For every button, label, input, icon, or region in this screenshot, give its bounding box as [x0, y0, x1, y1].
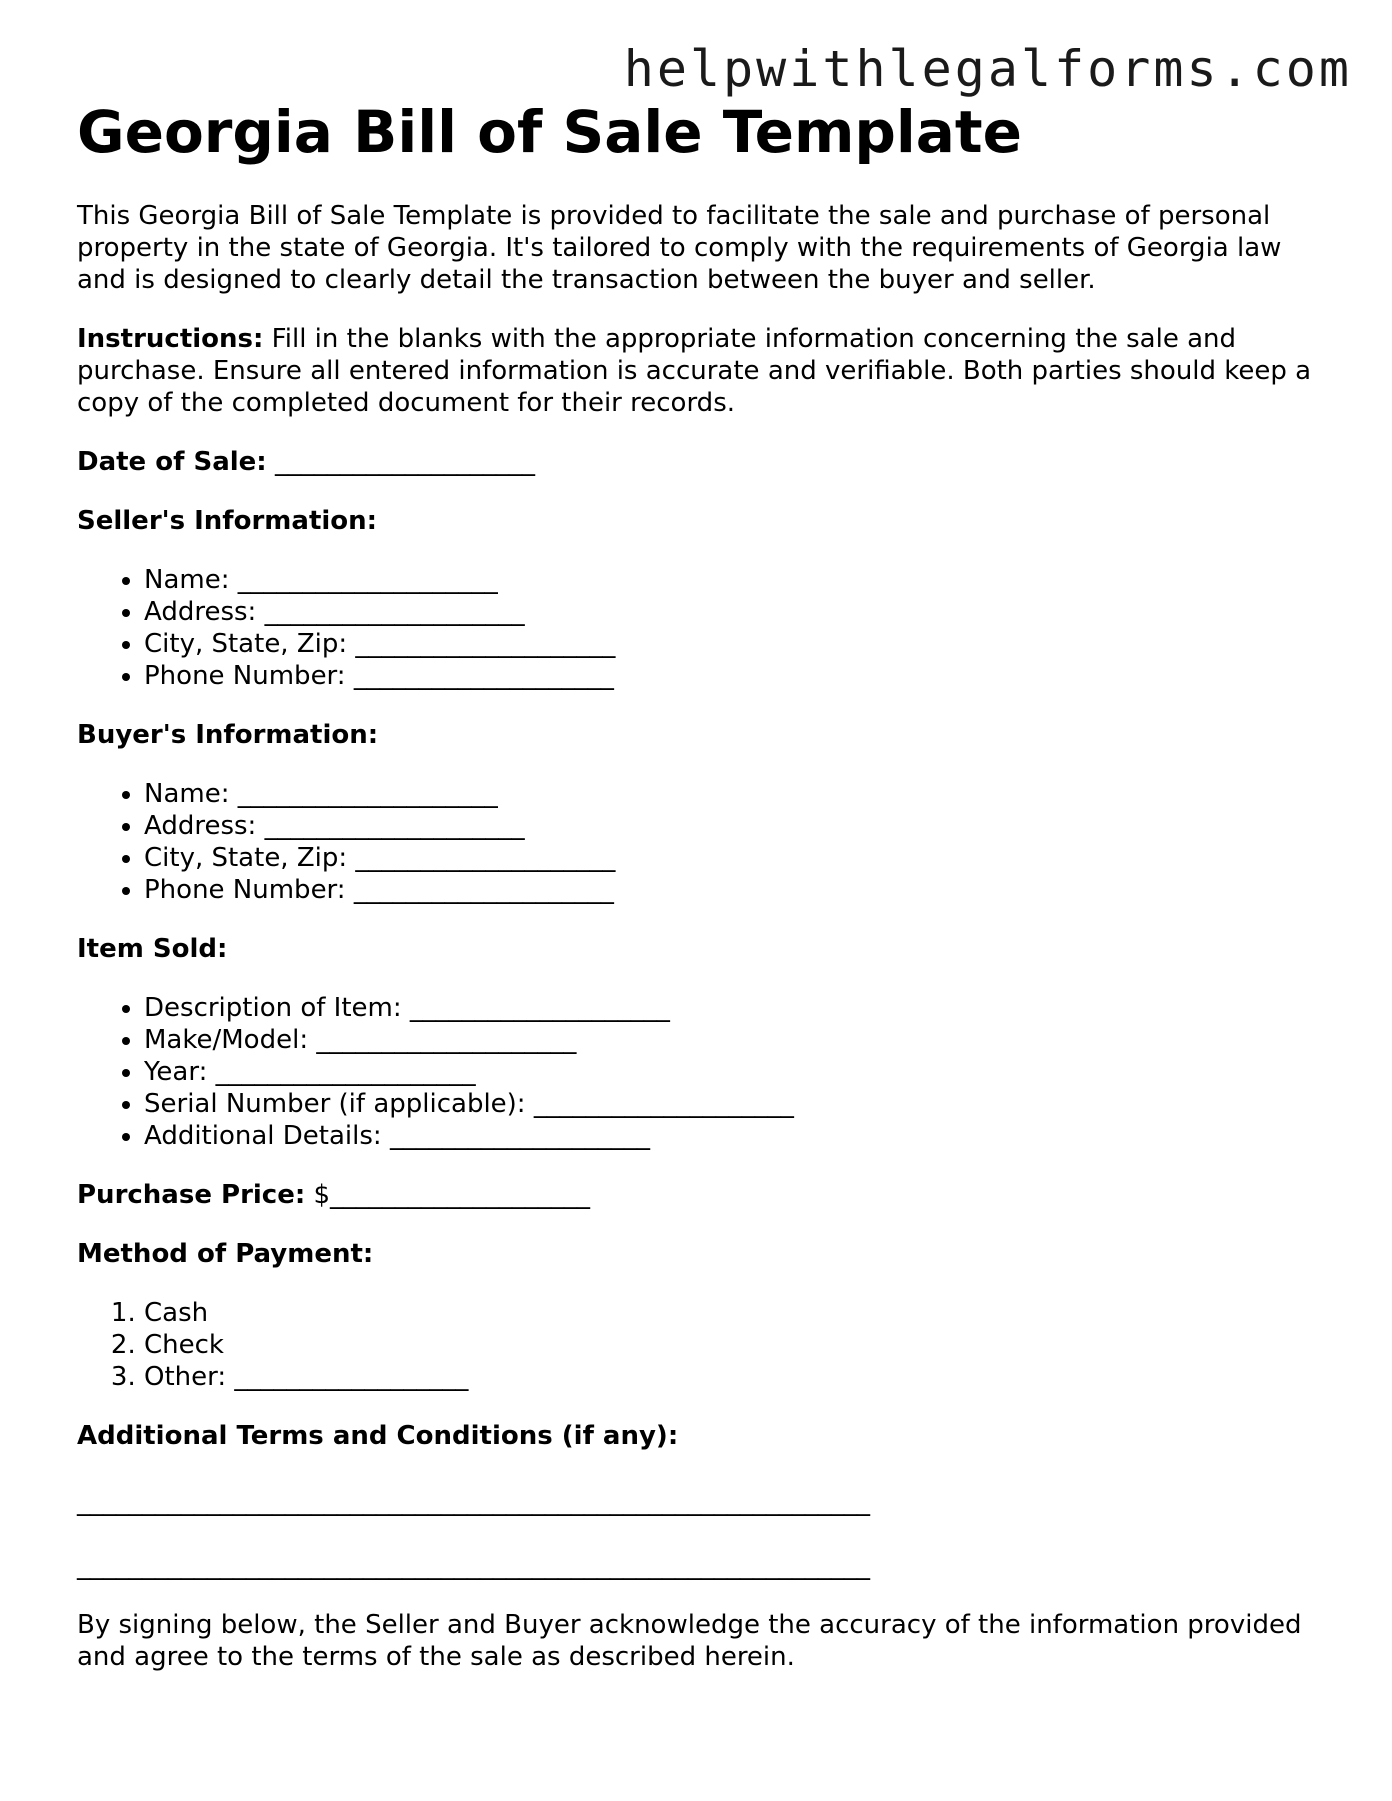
instructions-paragraph	[77, 323, 1337, 419]
payment-option-other[interactable]	[144, 1361, 1337, 1393]
seller-phone-field	[144, 660, 1337, 692]
item-serial-number-field	[144, 1088, 1337, 1120]
payment-other-blank[interactable]: __________________	[226, 1362, 469, 1392]
field-label: Name:	[144, 779, 230, 809]
instructions-text: Fill in the blanks with the appropriate information concerning the sale and purchase. Ensure all entered information is accurate and verifiable. Both parties should keep a copy of the completed document for their records.	[77, 324, 1312, 418]
document-body	[77, 100, 1337, 1673]
site-watermark: helpwithlegalforms.com	[623, 40, 1352, 98]
additional-terms-heading: Additional Terms and Conditions (if any):	[77, 1421, 679, 1451]
field-label: Description of Item:	[144, 993, 402, 1023]
item-description-blank[interactable]: ____________________	[401, 993, 670, 1023]
instructions-label: Instructions:	[77, 324, 264, 354]
purchase-price-label: Purchase Price:	[77, 1180, 306, 1210]
field-label: Additional Details:	[144, 1121, 382, 1151]
buyer-field-list	[77, 778, 1337, 906]
seller-field-list	[77, 564, 1337, 692]
seller-city-state-zip-field	[144, 628, 1337, 660]
field-label: Address:	[144, 597, 257, 627]
buyer-name-blank[interactable]: ____________________	[229, 779, 498, 809]
field-label: Phone Number:	[144, 875, 346, 905]
item-sold-heading: Item Sold:	[77, 934, 228, 964]
seller-city-state-zip-blank[interactable]: ____________________	[347, 629, 616, 659]
buyer-address-blank[interactable]: ____________________	[256, 811, 525, 841]
date-of-sale-field	[77, 446, 1337, 478]
seller-phone-blank[interactable]: ____________________	[345, 661, 614, 691]
field-label: Serial Number (if applicable):	[144, 1089, 526, 1119]
field-label: Phone Number:	[144, 661, 346, 691]
additional-terms-line[interactable]: _____________________________________________________________	[77, 1551, 870, 1581]
seller-address-field	[144, 596, 1337, 628]
payment-method-list	[77, 1297, 1337, 1393]
field-label: City, State, Zip:	[144, 629, 348, 659]
item-field-list	[77, 992, 1337, 1152]
page-title: Georgia Bill of Sale Template	[77, 98, 1022, 166]
seller-name-blank[interactable]: ____________________	[229, 565, 498, 595]
payment-method-heading: Method of Payment:	[77, 1239, 374, 1269]
field-label: Make/Model:	[144, 1025, 309, 1055]
seller-address-blank[interactable]: ____________________	[256, 597, 525, 627]
item-year-blank[interactable]: ____________________	[207, 1057, 476, 1087]
purchase-price-field	[77, 1179, 1337, 1211]
buyer-heading: Buyer's Information:	[77, 720, 379, 750]
payment-option-cash[interactable]	[144, 1297, 1337, 1329]
seller-heading: Seller's Information:	[77, 506, 378, 536]
buyer-phone-field	[144, 874, 1337, 906]
purchase-price-blank[interactable]: $____________________	[305, 1180, 591, 1210]
date-of-sale-label: Date of Sale:	[77, 447, 267, 477]
buyer-address-field	[144, 810, 1337, 842]
field-label: Name:	[144, 565, 230, 595]
buyer-phone-blank[interactable]: ____________________	[345, 875, 614, 905]
intro-paragraph: This Georgia Bill of Sale Template is provided to facilitate the sale and purchase of personal property in the state of Georgia. It's tailored to comply with the requirements of Georgia law and is designed to clearly detail the transaction between the buyer and seller.	[77, 201, 1282, 295]
field-label: Year:	[144, 1057, 208, 1087]
item-additional-details-field	[144, 1120, 1337, 1152]
payment-option-check[interactable]	[144, 1329, 1337, 1361]
date-of-sale-blank[interactable]: ____________________	[266, 447, 535, 477]
additional-terms-line[interactable]: _____________________________________________________________	[77, 1487, 870, 1517]
payment-option-label: Check	[144, 1330, 224, 1360]
item-additional-details-blank[interactable]: ____________________	[381, 1121, 650, 1151]
payment-option-label: Cash	[144, 1298, 209, 1328]
buyer-name-field	[144, 778, 1337, 810]
item-year-field	[144, 1056, 1337, 1088]
payment-option-label: Other:	[144, 1362, 227, 1392]
field-label: Address:	[144, 811, 257, 841]
item-description-field	[144, 992, 1337, 1024]
item-make-model-field	[144, 1024, 1337, 1056]
field-label: City, State, Zip:	[144, 843, 348, 873]
buyer-city-state-zip-blank[interactable]: ____________________	[347, 843, 616, 873]
buyer-city-state-zip-field	[144, 842, 1337, 874]
item-serial-number-blank[interactable]: ____________________	[525, 1089, 794, 1119]
seller-name-field	[144, 564, 1337, 596]
item-make-model-blank[interactable]: ____________________	[308, 1025, 577, 1055]
closing-paragraph: By signing below, the Seller and Buyer acknowledge the accuracy of the information provided and agree to the terms of the sale as described herein.	[77, 1610, 1302, 1672]
